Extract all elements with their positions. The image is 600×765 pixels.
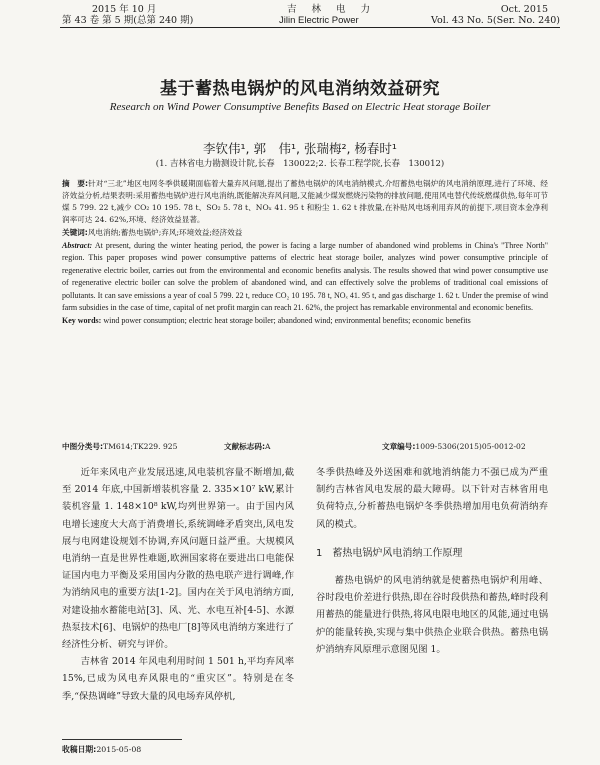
paper-title-en: Research on Wind Power Consumptive Benefits Based on Electric Heat storage Boiler [109,101,491,113]
header-volume-cn: 第 43 卷 第 5 期(总第 240 期) [62,15,194,26]
keywords-en-text: wind power consumption; electric heat storage boiler; abandoned wind; environmental benefits; economic benefits [103,316,471,326]
footnote-rule [62,739,182,740]
header-date-en: Oct. 2015 [500,4,548,15]
abstract-en-label: Abstract: [62,241,93,250]
header-journal-cn: 吉 林 电 力 [287,4,377,15]
abstract-en-text: At present, during the winter heating period, the power is facing a large number of abandoned wind problems in China's "Three North" region. This paper proposes wind power consumptive patterns of electric heat storage boiler, analyzes wind power consumptive principle of regenerative electric boiler, carries out from the environmental and economic benefits analysis. The results showed that wind power consumptive use of regenerative electric boiler can solve the problem of abandoned wind, and can effectively solve the problems of traditional coal emissions of pollutants. It can save emissions a year of coal 5 799. 22 t, reduce CO₂ 10 195. 78 t, NOₓ 41. 95 t, and gas discharge 1. 62 t. Under the premise of wind farm subsidies in the case of time, capital of net profit margin can reach 21. 62%, the project has remarkable environmental and economic benefits. [62,241,548,313]
document-code: 文献标志码:A [224,442,271,451]
paper-title-cn: 基于蓄热电锅炉的风电消纳效益研究 [160,79,440,99]
author-list: 李钦伟¹, 郭 伟¹, 张瑞梅², 杨春时¹ [203,141,397,156]
keywords-cn [62,227,548,239]
body-paragraph: 吉林省 2014 年风电利用时间 1 501 h,平均弃风率 15%,已成为风电弃风限电的“重灾区”。特别是在冬季,“保热调峰”导致大量的风电场弃风停机, [62,656,294,702]
keywords-en [62,315,548,327]
keywords-en-label: Key words: [62,316,102,326]
header-date-cn: 2015 年 10 月 [92,4,157,15]
abstract-cn [62,178,548,226]
section-heading: 1 蓄热电锅炉风电消纳工作原理 [316,547,463,559]
received-date: 收稿日期:2015-05-08 [62,745,142,754]
body-column-left [62,464,294,705]
classification-row [62,441,548,452]
abstract-cn-text: 针对“三北”地区电网冬季供暖期面临着大量弃风问题,提出了蓄热电锅炉的风电消纳模式,介绍蓄热电锅炉的风电消纳原理,进行了环境、经济效益分析,结果表明:采用蓄热电锅炉进行风电消纳,既能解决弃风问题,又能减少煤炭燃烧污染物的排放问题,使用风电替代传统燃煤供热,每年可节煤 5 799. 22 t,减少 CO₂ 10 195. 78 t、SO₂ 5. 78 t、NOₓ 41. 95 t 和粉尘 1. 62 t 排放量,在补贴风电场利用弃风的前提下,项目资本金净利润率可达 24. 62%,环境、经济效益显著。 [62,179,549,224]
header-journal-en: Jilin Electric Power [279,15,359,26]
body-column-right [316,464,548,658]
header-volume-en: Vol. 43 No. 5(Ser. No. 240) [431,15,560,26]
header-rule [60,27,560,28]
clc-number: 中图分类号:TM614;TK229. 925 [62,442,178,451]
body-paragraph: 蓄热电锅炉的风电消纳就是使蓄热电锅炉利用峰、谷时段电价差进行供热,即在谷时段供热和蓄热,峰时段利用蓄热的能量进行供热,将风电限电地区的风能,通过电锅炉的能量转换,实现与集中供热企业联合供热。蓄热电锅炉消纳弃风原理示意图见图 1。 [316,575,548,655]
affiliation: (1. 吉林省电力勘测设计院,长春 130022;2. 长春工程学院,长春 130012) [155,159,445,169]
article-number: 文章编号:1009-5306(2015)05-0012-02 [382,442,526,451]
keywords-cn-text: 风电消纳;蓄热电锅炉;弃风;环境效益;经济效益 [87,228,243,237]
body-paragraph: 近年来风电产业发展迅速,风电装机容量不断增加,截至 2014 年底,中国新增装机容量 2. 335×10⁷ kW,累计装机容量 1. 148×10⁸ kW,均列世界第一。由于国内风电增长速度大大高于消费增长,系统调峰矛盾突出,风电发展与电网建设规划不协调,弃风问题日益严重。大规模风电消纳一直是世界性难题,欧洲国家将在要进出口电能保证国内电力平衡及采用国内分散的热电联产进行调峰,作为消纳风电的重要方法[1-2]。国内在关于风电消纳方面,对建设抽水蓄能电站[3]、风、光、水电互补[4-5]、水源热泵技术[6]、电锅炉的热电厂[8]等风电消纳方案进行了经济性分析、研究与评价。 [62,467,294,651]
keywords-cn-label: 关键词: [62,228,88,237]
abstract-en [62,240,548,314]
abstract-cn-label: 摘 要: [62,179,89,188]
abstract-section [62,178,548,327]
body-paragraph: 冬季供热峰及外送困难和就地消纳能力不强已成为严重制约吉林省风电发展的最大障碍。以下针对吉林省用电负荷特点,分析蓄热电锅炉冬季供热增加用电负荷消纳弃风的模式。 [316,467,548,530]
